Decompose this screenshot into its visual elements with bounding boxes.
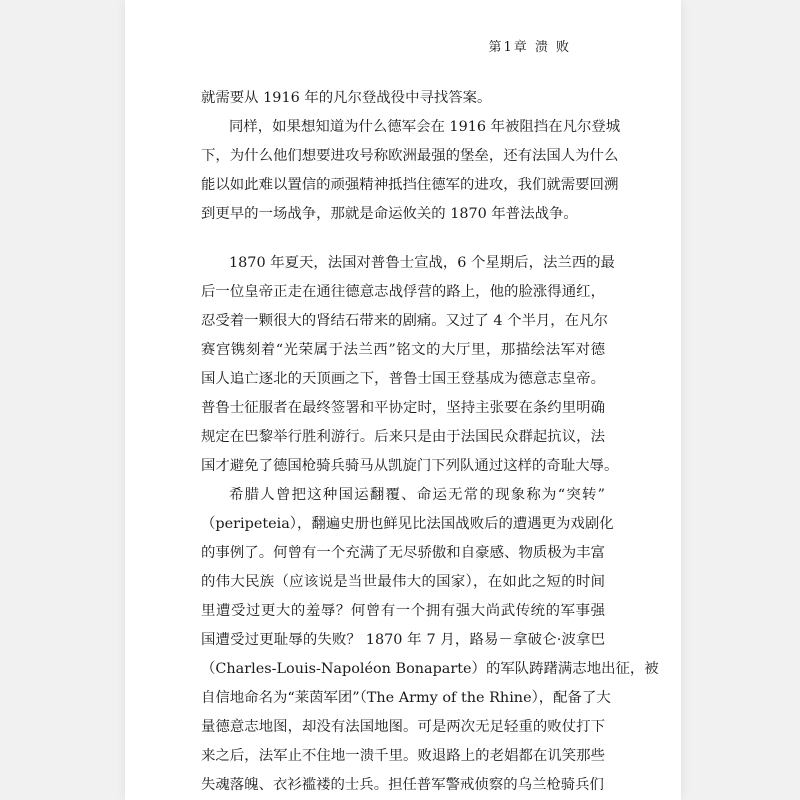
text-line: 1870 年夏天，法国对普鲁士宣战，6 个星期后，法兰西的最	[229, 255, 615, 271]
text-line: 同样，如果想知道为什么德军会在 1916 年被阻挡在凡尔登城	[229, 119, 621, 135]
text-line: 自信地命名为“莱茵军团”（The Army of the Rhine），配备了大	[201, 690, 611, 706]
text-line: 后一位皇帝正走在通往德意志战俘营的路上，他的脸涨得通红，	[201, 284, 605, 300]
paragraph-spacer	[201, 229, 605, 249]
paragraph	[201, 84, 605, 113]
text-line: 到更早的一场战争，那就是命运攸关的 1870 年普法战争。	[201, 206, 578, 222]
text-line: 里遭受过更大的羞辱？何曾有一个拥有强大尚武传统的军事强	[201, 603, 605, 619]
text-line: 量德意志地图，却没有法国地图。可是两次无足轻重的败仗打下	[201, 719, 605, 735]
paragraph	[201, 481, 659, 800]
running-head: 第1章 溃 败	[488, 40, 571, 55]
text-line: 下，为什么他们想要进攻号称欧洲最强的堡垒，还有法国人为什么	[201, 148, 619, 164]
text-line: 国才避免了德国枪骑兵骑马从凯旋门下列队通过这样的奇耻大辱。	[201, 458, 619, 474]
text-line: 国遭受过更耻辱的失败？ 1870 年 7 月，路易－拿破仑·波拿巴	[201, 632, 605, 648]
text-line: 失魂落魄、衣衫褴褛的士兵。担任普军警戒侦察的乌兰枪骑兵们	[201, 777, 604, 793]
text-line: 就需要从 1916 年的凡尔登战役中寻找答案。	[201, 90, 492, 106]
text-line: 的伟大民族（应该说是当世最伟大的国家），在如此之短的时间	[201, 574, 605, 590]
text-line: （Charles-Louis-Napoléon Bonaparte）的军队踌躇满志地出征，被	[201, 661, 659, 677]
body-text	[201, 84, 659, 800]
text-line: 的事例了。何曾有一个充满了无尽骄傲和自豪感、物质极为丰富	[201, 545, 605, 561]
paragraph	[201, 113, 621, 229]
text-line: 能以如此难以置信的顽强精神抵挡住德军的进攻，我们就需要回溯	[201, 177, 619, 193]
paragraph	[201, 249, 619, 481]
text-line: （peripeteia），翻遍史册也鲜见比法国战败后的遭遇更为戏剧化	[201, 516, 614, 532]
text-line: 忍受着一颗很大的肾结石带来的剧痛。又过了 4 个半月，在凡尔	[201, 313, 608, 329]
book-page	[125, 0, 681, 800]
text-line: 国人追亡逐北的天顶画之下，普鲁士国王登基成为德意志皇帝。	[201, 371, 605, 387]
text-line: 希腊人曾把这种国运翻覆、命运无常的现象称为“突转”	[229, 487, 605, 503]
text-line: 普鲁士征服者在最终签署和平协定时，坚持主张要在条约里明确	[201, 400, 605, 416]
text-line: 来之后，法军止不住地一溃千里。败退路上的老娼都在讥笑那些	[201, 748, 605, 764]
text-line: 规定在巴黎举行胜利游行。后来只是由于法国民众群起抗议，法	[201, 429, 605, 445]
text-line: 赛宫镌刻着“光荣属于法兰西”铭文的大厅里，那描绘法军对德	[201, 342, 605, 358]
